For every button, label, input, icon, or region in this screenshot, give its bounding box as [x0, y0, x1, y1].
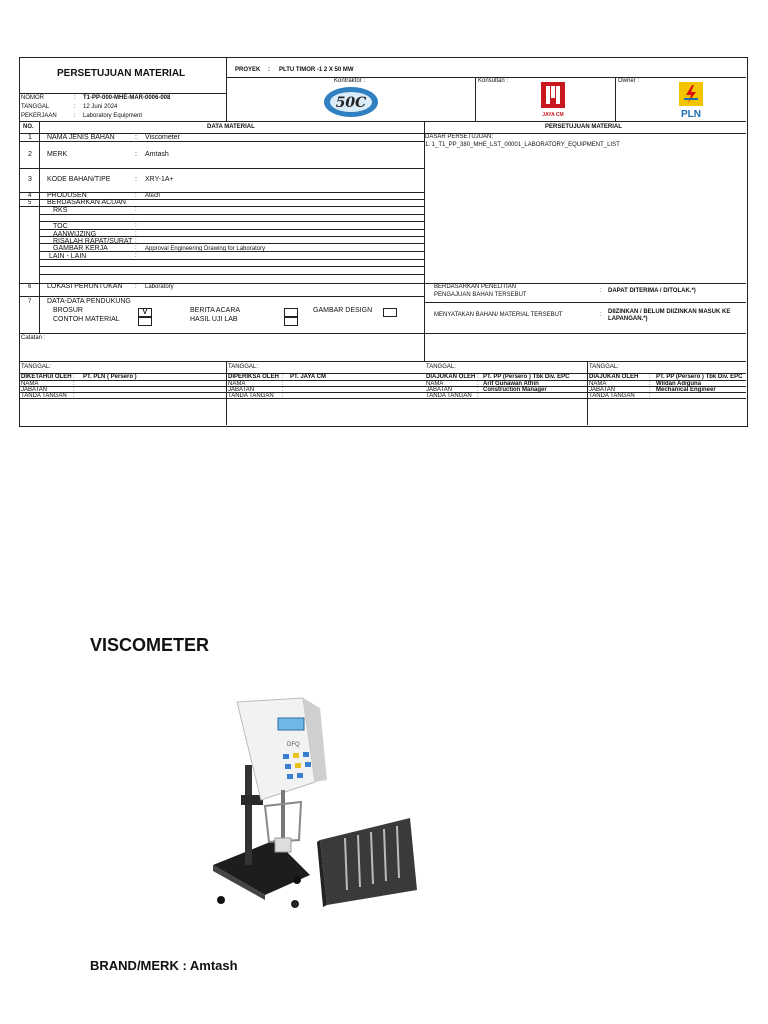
sig-jabatan-label: JABATAN — [426, 387, 453, 393]
kontraktor-label: Kontraktor : — [334, 78, 366, 84]
tanggal-label: TANGGAL — [21, 104, 50, 110]
row-no: 4 — [28, 193, 32, 199]
row-label: PRODUSEN — [47, 192, 87, 199]
sig-jabatan-value: Construction Manager — [483, 387, 547, 393]
row-label: KODE BAHAN/TIPE — [47, 176, 111, 183]
row-label: LOKASI PERUNTUKAN — [47, 283, 123, 290]
berdasarkan-text: BERDASARKAN PENELITIAN — [434, 284, 517, 290]
kontraktor-logo-text: 50C — [335, 95, 367, 111]
sig-jabatan-label: JABATAN — [21, 387, 48, 393]
kontraktor-logo — [323, 86, 379, 118]
sig-nama-label: NAMA — [589, 381, 607, 387]
dasar-persetujuan-value: 1. 1_T1_PP_380_MHE_LST_00001_LABORATORY_EQUIPMENT_LIST — [425, 142, 620, 148]
gambar-design-label: GAMBAR DESIGN — [313, 307, 373, 314]
diterima-text: DAPAT DITERIMA / DITOLAK.*) — [608, 288, 696, 294]
menyatakan-text: MENYATAKAN BAHAN/ MATERIAL TERSEBUT — [434, 312, 563, 318]
sig-tanda-label: TANDA TANGAN — [21, 393, 67, 399]
col-persetujuan-material: PERSETUJUAN MATERIAL — [545, 124, 622, 130]
dasar-persetujuan-label: DASAR PERSETUJUAN: — [425, 134, 494, 140]
acuan-label: RISALAH RAPAT/SURAT — [53, 238, 133, 245]
col-no: NO. — [23, 124, 34, 130]
sig-role: DIPERIKSA OLEH — [228, 374, 279, 380]
brand-line: BRAND/MERK : Amtash — [90, 958, 238, 973]
sig-org: PT. PP (Persero ) Tbk Div. EPC — [483, 374, 570, 380]
viscometer-photo — [205, 690, 425, 915]
contoh-material-label: CONTOH MATERIAL — [53, 316, 120, 323]
row-no: 3 — [28, 176, 32, 183]
svg-text:PLN: PLN — [681, 109, 701, 119]
sig-tanda-label: TANDA TANGAN — [589, 393, 635, 399]
sig-tanggal: TANGGAL: — [228, 364, 258, 370]
attachment-heading: VISCOMETER — [90, 635, 210, 655]
row-no: 2 — [28, 151, 32, 158]
acuan-label: LAIN - LAIN — [49, 253, 87, 260]
kode-bahan-value: XRY-1A+ — [145, 176, 174, 183]
row-no: 5 — [28, 200, 32, 206]
row-no: 1 — [28, 134, 32, 141]
sig-nama-label: NAMA — [228, 381, 246, 387]
nomor-label: NOMOR — [21, 95, 44, 101]
berita-acara-checkbox[interactable] — [284, 308, 298, 317]
row-no: 6 — [28, 284, 32, 290]
acuan-label: GAMBAR KERJA — [53, 245, 108, 252]
proyek-separator: : — [268, 67, 270, 73]
row-no: 7 — [28, 299, 32, 305]
produsen-value: Atech — [145, 193, 161, 199]
catatan-label: Catatan : — [21, 335, 46, 341]
sig-tanggal: TANGGAL: — [21, 364, 51, 370]
jenis-bahan-value: Viscometer — [145, 134, 180, 141]
sig-tanggal: TANGGAL: — [426, 364, 456, 370]
col-data-material: DATA MATERIAL — [207, 124, 255, 130]
konsultan-label: Konsultan : — [478, 78, 509, 84]
sig-tanggal: TANGGAL: — [589, 364, 619, 370]
brosur-label: BROSUR — [53, 307, 83, 314]
sig-jabatan-label: JABATAN — [228, 387, 255, 393]
gambar-design-checkbox[interactable] — [383, 308, 397, 317]
berita-acara-label: BERITA ACARA — [190, 307, 241, 314]
konsultan-logo — [539, 81, 567, 119]
sig-role: DIAJUKAN OLEH — [426, 374, 476, 380]
row-label: NAMA JENIS BAHAN — [47, 134, 115, 141]
svg-text:DFQ: DFQ — [287, 742, 300, 748]
svg-text:JAYA CM: JAYA CM — [542, 112, 564, 118]
sig-nama-value: Wildan Adiguna — [656, 381, 702, 387]
row-label: BERDASARKAN ACUAN — [47, 199, 126, 206]
sig-org: PT. JAYA CM — [290, 374, 327, 380]
hasil-uji-lab-label: HASIL UJI LAB — [190, 316, 238, 323]
merk-value: Amtash — [145, 151, 169, 158]
sig-nama-value: Arif Gunawan Athin — [483, 381, 539, 387]
row-label: DATA-DATA PENDUKUNG — [47, 298, 131, 305]
owner-logo — [675, 81, 707, 119]
form-title: PERSETUJUAN MATERIAL — [57, 68, 186, 79]
sig-org: PT. PLN ( Persero ) — [83, 374, 137, 380]
sig-org: PT. PP (Persero ) Tbk Div. EPC — [656, 374, 743, 380]
sig-nama-label: NAMA — [21, 381, 39, 387]
sig-tanda-label: TANDA TANGAN — [228, 393, 274, 399]
berdasarkan-text-2: PENGAJUAN BAHAN TERSEBUT — [434, 292, 527, 298]
acuan-label: AANWIJZING — [53, 231, 97, 238]
nomor-value: T1-PP-000-MHE-MAR-0006-008 — [83, 95, 171, 101]
owner-label: Owner : — [618, 78, 640, 84]
sig-jabatan-value: Mechanical Engineer — [656, 387, 716, 393]
row-label: MERK — [47, 151, 68, 158]
contoh-material-checkbox[interactable] — [138, 317, 152, 326]
proyek-label: PROYEK — [235, 67, 261, 73]
sig-role: DIAJUKAN OLEH — [589, 374, 639, 380]
material-approval-form: PERSETUJUAN MATERIAL PROYEK : PLTU TIMOR -1 2 X 50 MW Kontraktor : Konsultan : Owner : 50C JAYA CM PLN NOMOR : T1-PP-000-MHE-MAR-0006-008 TANGGAL : 12 Juni 2024 PEKERJAAN : Laboratory Equipment NO. DATA MATERIAL PERSETUJUAN MATERIAL 1 NAMA JENIS BAHAN : Viscometer 2 MERK : Amtash 3 KODE BAHAN/TIPE : XRY-1A+ 4 PRODUSEN : Atech 5 BERDASARKAN ACUAN RKS : TOC : AANWIJZING : RISALAH RAPAT/SURAT : GAMBAR KERJA : Approval Engineering Drawing for Laboratory LAIN - LAIN : 6 LOKASI PERUNTUKAN : Laboratory 7 DATA-DATA PENDUKUNG BROSUR V BERITA ACARA GAMBAR DESIGN CONTOH MATERIAL HASIL UJI LAB DASAR PERSETUJUAN: 1. 1_T1_PP_380_MHE_LST_00001_LABORATORY_EQUIPMENT_LIST BERDASARKAN PENELITIAN PENGAJUAN BAHAN TERSEBUT : DAPAT DITERIMA / DITOLAK.*) MENYATAKAN BAHAN/ MATERIAL TERSEBUT : DIIZINKAN / BELUM DIIZINKAN MASUK KE LAPANGAN.*) Catatan : TANGGAL: DIKETAHUI OLEH : PT. PLN ( Persero ) NAMA : JABATAN : TANDA TANGAN : TANGGAL: DIPERIKSA OLEH : PT. JAYA CM NAMA : JABATAN : TANDA TANGAN : TANGGAL: DIAJUKAN OLEH : PT. PP (Persero ) Tbk Div. EPC NAMA : Arif Gunawan Athin JABATAN : Construction Manager TANDA TANGAN : TANGGAL: DIAJUKAN OLEH : PT. PP (Persero ) Tbk Div. EPC NAMA : Wildan Adiguna JABATAN : Mechanical Engineer TANDA TANGAN : — [0, 0, 768, 440]
diizinkan-text-2: LAPANGAN.*) — [608, 316, 648, 322]
hasil-uji-lab-checkbox[interactable] — [284, 317, 298, 326]
tanggal-value: 12 Juni 2024 — [83, 104, 118, 110]
acuan-label: RKS — [53, 207, 68, 214]
sig-tanda-label: TANDA TANGAN — [426, 393, 472, 399]
sig-nama-label: NAMA — [426, 381, 444, 387]
lokasi-value: Laboratory — [145, 284, 174, 290]
diizinkan-text: DIIZINKAN / BELUM DIIZINKAN MASUK KE — [608, 309, 731, 315]
pekerjaan-value: Laboratory Equipment — [83, 113, 143, 119]
pekerjaan-label: PEKERJAAN — [21, 113, 57, 119]
sig-jabatan-label: JABATAN — [589, 387, 616, 393]
gambar-kerja-value: Approval Engineering Drawing for Laboratory — [145, 246, 266, 252]
sig-role: DIKETAHUI OLEH — [21, 374, 72, 380]
acuan-label: TOC — [53, 223, 68, 230]
brosur-checkbox[interactable]: V — [138, 308, 152, 317]
proyek-value: PLTU TIMOR -1 2 X 50 MW — [279, 67, 354, 73]
